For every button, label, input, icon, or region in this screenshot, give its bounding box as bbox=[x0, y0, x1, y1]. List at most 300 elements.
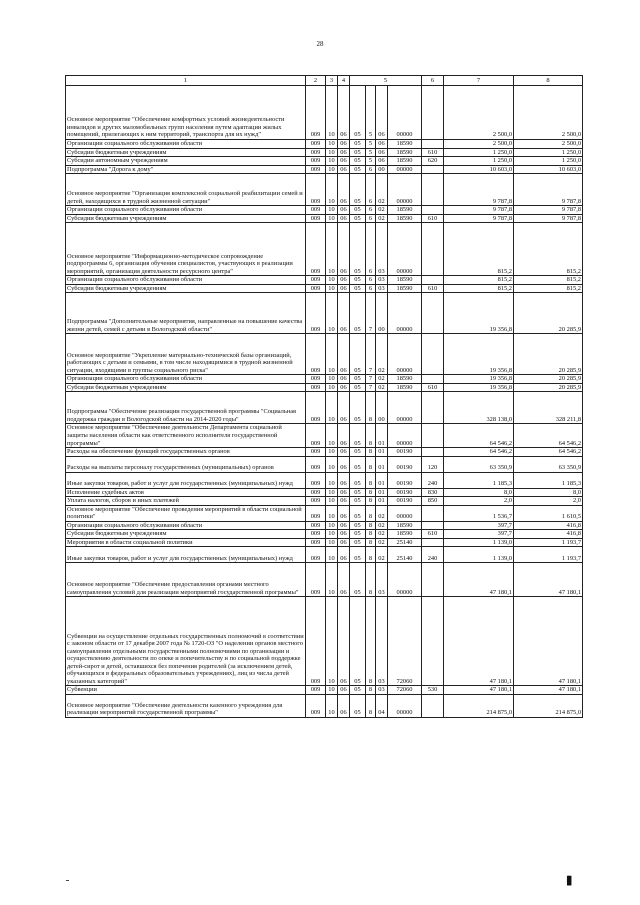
cell-amount-year2: 416,8 bbox=[514, 521, 583, 530]
cell-subprogram: 8 bbox=[366, 448, 376, 457]
cell-subsection: 06 bbox=[338, 538, 350, 547]
cell-ministry: 009 bbox=[306, 456, 326, 472]
cell-subsection: 06 bbox=[338, 214, 350, 223]
cell-subprogram: 8 bbox=[366, 686, 376, 695]
row-name: Подпрограмма "Обеспечение реализации государственной программы "Социальная поддержка граждан в Вологодской области на 2014-2020 годы" bbox=[66, 392, 306, 424]
cell-section: 10 bbox=[326, 505, 338, 521]
page-number: 28 bbox=[316, 40, 324, 48]
cell-expense-type bbox=[422, 86, 444, 140]
cell-amount-year1: 47 180,1 bbox=[444, 686, 514, 695]
cell-expense-type bbox=[422, 392, 444, 424]
cell-amount-year2: 1 610,5 bbox=[514, 505, 583, 521]
cell-expense-type: 850 bbox=[422, 497, 444, 506]
cell-program: 05 bbox=[350, 521, 366, 530]
table-row bbox=[66, 293, 583, 334]
cell-section: 10 bbox=[326, 686, 338, 695]
cell-amount-year1: 1 139,0 bbox=[444, 538, 514, 547]
cell-direction: 00000 bbox=[388, 334, 422, 375]
cell-amount-year1: 815,2 bbox=[444, 276, 514, 285]
cell-section: 10 bbox=[326, 695, 338, 718]
cell-section: 10 bbox=[326, 148, 338, 157]
table-row bbox=[66, 695, 583, 718]
cell-activity: 02 bbox=[376, 505, 388, 521]
cell-direction: 00000 bbox=[388, 223, 422, 276]
table-row bbox=[66, 686, 583, 695]
cell-subprogram: 8 bbox=[366, 695, 376, 718]
cell-program: 05 bbox=[350, 383, 366, 392]
cell-amount-year1: 47 180,1 bbox=[444, 597, 514, 686]
cell-activity: 06 bbox=[376, 86, 388, 140]
cell-expense-type bbox=[422, 563, 444, 597]
cell-amount-year1: 2 500,0 bbox=[444, 140, 514, 149]
cell-ministry: 009 bbox=[306, 392, 326, 424]
cell-activity: 06 bbox=[376, 140, 388, 149]
cell-direction: 18590 bbox=[388, 375, 422, 384]
cell-section: 10 bbox=[326, 223, 338, 276]
cell-program: 05 bbox=[350, 695, 366, 718]
cell-section: 10 bbox=[326, 375, 338, 384]
footer-mark: ▐▌ bbox=[564, 876, 574, 885]
cell-program: 05 bbox=[350, 547, 366, 563]
cell-activity: 06 bbox=[376, 157, 388, 166]
cell-subsection: 06 bbox=[338, 334, 350, 375]
cell-subsection: 06 bbox=[338, 140, 350, 149]
column-header-6: 6 bbox=[422, 76, 444, 86]
cell-amount-year2: 20 285,9 bbox=[514, 334, 583, 375]
cell-subprogram: 7 bbox=[366, 375, 376, 384]
cell-ministry: 009 bbox=[306, 276, 326, 285]
cell-direction: 18590 bbox=[388, 214, 422, 223]
cell-subprogram: 6 bbox=[366, 206, 376, 215]
cell-subprogram: 6 bbox=[366, 165, 376, 174]
cell-subprogram: 7 bbox=[366, 293, 376, 334]
row-name: Основное мероприятие "Организация комплексной социальной реабилитации семей и детей, находящихся в трудной жизненной ситуации" bbox=[66, 174, 306, 206]
cell-subsection: 06 bbox=[338, 505, 350, 521]
cell-amount-year2: 47 180,1 bbox=[514, 597, 583, 686]
cell-ministry: 009 bbox=[306, 157, 326, 166]
cell-expense-type bbox=[422, 174, 444, 206]
cell-subsection: 06 bbox=[338, 547, 350, 563]
cell-program: 05 bbox=[350, 214, 366, 223]
column-header-5: 5 bbox=[350, 76, 422, 86]
table-row bbox=[66, 165, 583, 174]
cell-amount-year2: 214 875,0 bbox=[514, 695, 583, 718]
cell-expense-type: 830 bbox=[422, 488, 444, 497]
footer-dash bbox=[66, 880, 69, 881]
cell-amount-year2: 64 546,2 bbox=[514, 448, 583, 457]
table-row bbox=[66, 148, 583, 157]
cell-program: 05 bbox=[350, 488, 366, 497]
cell-subsection: 06 bbox=[338, 174, 350, 206]
cell-activity: 03 bbox=[376, 223, 388, 276]
cell-amount-year2: 1 250,0 bbox=[514, 148, 583, 157]
cell-activity: 02 bbox=[376, 214, 388, 223]
cell-amount-year1: 1 139,0 bbox=[444, 547, 514, 563]
header-row bbox=[66, 76, 583, 86]
cell-expense-type bbox=[422, 334, 444, 375]
cell-subsection: 06 bbox=[338, 157, 350, 166]
cell-section: 10 bbox=[326, 392, 338, 424]
cell-ministry: 009 bbox=[306, 597, 326, 686]
cell-ministry: 009 bbox=[306, 140, 326, 149]
cell-direction: 00000 bbox=[388, 165, 422, 174]
cell-ministry: 009 bbox=[306, 547, 326, 563]
cell-subprogram: 6 bbox=[366, 214, 376, 223]
cell-amount-year2: 2 500,0 bbox=[514, 140, 583, 149]
cell-activity: 03 bbox=[376, 284, 388, 293]
cell-amount-year2: 1 250,0 bbox=[514, 157, 583, 166]
cell-subprogram: 6 bbox=[366, 284, 376, 293]
cell-section: 10 bbox=[326, 597, 338, 686]
row-name: Субвенции bbox=[66, 686, 306, 695]
cell-expense-type: 610 bbox=[422, 214, 444, 223]
cell-section: 10 bbox=[326, 530, 338, 539]
row-name: Организации социального обслуживания области bbox=[66, 521, 306, 530]
cell-direction: 18590 bbox=[388, 148, 422, 157]
cell-expense-type: 610 bbox=[422, 530, 444, 539]
cell-direction: 00000 bbox=[388, 505, 422, 521]
cell-amount-year2: 416,8 bbox=[514, 530, 583, 539]
cell-program: 05 bbox=[350, 563, 366, 597]
cell-activity: 02 bbox=[376, 521, 388, 530]
cell-section: 10 bbox=[326, 547, 338, 563]
cell-subprogram: 8 bbox=[366, 597, 376, 686]
cell-amount-year1: 1 250,0 bbox=[444, 157, 514, 166]
cell-section: 10 bbox=[326, 488, 338, 497]
cell-ministry: 009 bbox=[306, 695, 326, 718]
cell-amount-year2: 2,0 bbox=[514, 497, 583, 506]
cell-subprogram: 5 bbox=[366, 157, 376, 166]
cell-amount-year2: 10 603,0 bbox=[514, 165, 583, 174]
cell-expense-type bbox=[422, 597, 444, 686]
row-name: Организации социального обслуживания области bbox=[66, 375, 306, 384]
cell-amount-year2: 47 180,1 bbox=[514, 563, 583, 597]
cell-activity: 02 bbox=[376, 375, 388, 384]
cell-direction: 00190 bbox=[388, 488, 422, 497]
cell-expense-type: 610 bbox=[422, 148, 444, 157]
cell-activity: 03 bbox=[376, 276, 388, 285]
cell-amount-year1: 19 356,8 bbox=[444, 334, 514, 375]
cell-section: 10 bbox=[326, 383, 338, 392]
cell-section: 10 bbox=[326, 165, 338, 174]
cell-subprogram: 8 bbox=[366, 392, 376, 424]
cell-amount-year2: 1 193,7 bbox=[514, 547, 583, 563]
cell-amount-year1: 64 546,2 bbox=[444, 424, 514, 448]
cell-program: 05 bbox=[350, 505, 366, 521]
cell-amount-year2: 328 211,8 bbox=[514, 392, 583, 424]
cell-amount-year2: 47 180,1 bbox=[514, 686, 583, 695]
cell-expense-type: 620 bbox=[422, 157, 444, 166]
cell-activity: 02 bbox=[376, 530, 388, 539]
cell-ministry: 009 bbox=[306, 424, 326, 448]
cell-expense-type: 610 bbox=[422, 383, 444, 392]
cell-program: 05 bbox=[350, 293, 366, 334]
cell-section: 10 bbox=[326, 424, 338, 448]
row-name: Подпрограмма "Дополнительные мероприятия, направленные на повышение качества жизни детей, семей с детьми в Вологодской области" bbox=[66, 293, 306, 334]
cell-amount-year2: 20 285,9 bbox=[514, 383, 583, 392]
cell-subsection: 06 bbox=[338, 695, 350, 718]
cell-amount-year2: 815,2 bbox=[514, 276, 583, 285]
cell-activity: 01 bbox=[376, 456, 388, 472]
cell-expense-type bbox=[422, 505, 444, 521]
table-row bbox=[66, 472, 583, 488]
table-row bbox=[66, 456, 583, 472]
cell-ministry: 009 bbox=[306, 530, 326, 539]
cell-section: 10 bbox=[326, 157, 338, 166]
table-row bbox=[66, 284, 583, 293]
cell-activity: 02 bbox=[376, 383, 388, 392]
cell-section: 10 bbox=[326, 472, 338, 488]
row-name: Основное мероприятие "Укрепление материально-технической базы организаций, работающих с детьми и семьями, в том числе находящимися в трудной жизненной ситуации, входящими в группы социального риска" bbox=[66, 334, 306, 375]
cell-subsection: 06 bbox=[338, 456, 350, 472]
cell-expense-type: 530 bbox=[422, 686, 444, 695]
cell-subprogram: 7 bbox=[366, 383, 376, 392]
cell-expense-type bbox=[422, 538, 444, 547]
row-name: Иные закупки товаров, работ и услуг для государственных (муниципальных) нужд bbox=[66, 472, 306, 488]
cell-section: 10 bbox=[326, 448, 338, 457]
cell-program: 05 bbox=[350, 497, 366, 506]
cell-subprogram: 6 bbox=[366, 276, 376, 285]
cell-activity: 02 bbox=[376, 206, 388, 215]
cell-subsection: 06 bbox=[338, 165, 350, 174]
cell-amount-year1: 19 356,8 bbox=[444, 293, 514, 334]
cell-subsection: 06 bbox=[338, 563, 350, 597]
cell-section: 10 bbox=[326, 174, 338, 206]
cell-section: 10 bbox=[326, 521, 338, 530]
cell-program: 05 bbox=[350, 165, 366, 174]
cell-subprogram: 5 bbox=[366, 140, 376, 149]
cell-subprogram: 8 bbox=[366, 472, 376, 488]
cell-subsection: 06 bbox=[338, 383, 350, 392]
cell-program: 05 bbox=[350, 530, 366, 539]
cell-direction: 00000 bbox=[388, 174, 422, 206]
cell-amount-year1: 397,7 bbox=[444, 521, 514, 530]
row-name: Подпрограмма "Дорога к дому" bbox=[66, 165, 306, 174]
cell-section: 10 bbox=[326, 563, 338, 597]
cell-section: 10 bbox=[326, 538, 338, 547]
cell-subprogram: 5 bbox=[366, 86, 376, 140]
cell-direction: 25140 bbox=[388, 547, 422, 563]
cell-amount-year1: 815,2 bbox=[444, 284, 514, 293]
cell-subsection: 06 bbox=[338, 448, 350, 457]
cell-subsection: 06 bbox=[338, 521, 350, 530]
cell-direction: 72060 bbox=[388, 686, 422, 695]
cell-amount-year1: 19 356,8 bbox=[444, 383, 514, 392]
table-row bbox=[66, 174, 583, 206]
cell-amount-year2: 63 350,9 bbox=[514, 456, 583, 472]
cell-ministry: 009 bbox=[306, 383, 326, 392]
cell-expense-type: 240 bbox=[422, 547, 444, 563]
cell-amount-year2: 815,2 bbox=[514, 223, 583, 276]
table-row bbox=[66, 206, 583, 215]
cell-program: 05 bbox=[350, 472, 366, 488]
table-row bbox=[66, 563, 583, 597]
cell-expense-type bbox=[422, 293, 444, 334]
cell-activity: 00 bbox=[376, 293, 388, 334]
table-row bbox=[66, 505, 583, 521]
cell-amount-year1: 9 787,8 bbox=[444, 214, 514, 223]
table-row bbox=[66, 448, 583, 457]
cell-activity: 04 bbox=[376, 695, 388, 718]
cell-activity: 03 bbox=[376, 563, 388, 597]
table-row bbox=[66, 497, 583, 506]
table-row bbox=[66, 276, 583, 285]
table-row bbox=[66, 424, 583, 448]
cell-direction: 72060 bbox=[388, 597, 422, 686]
table-row bbox=[66, 538, 583, 547]
cell-direction: 18590 bbox=[388, 157, 422, 166]
cell-subsection: 06 bbox=[338, 392, 350, 424]
cell-amount-year1: 47 180,1 bbox=[444, 563, 514, 597]
cell-section: 10 bbox=[326, 497, 338, 506]
cell-ministry: 009 bbox=[306, 538, 326, 547]
cell-direction: 00190 bbox=[388, 456, 422, 472]
cell-activity: 02 bbox=[376, 538, 388, 547]
cell-amount-year1: 815,2 bbox=[444, 223, 514, 276]
table-row bbox=[66, 223, 583, 276]
row-name: Основное мероприятие "Обеспечение проведения мероприятий в области социальной политики" bbox=[66, 505, 306, 521]
cell-activity: 01 bbox=[376, 424, 388, 448]
cell-subsection: 06 bbox=[338, 375, 350, 384]
row-name: Организации социального обслуживания области bbox=[66, 140, 306, 149]
cell-subsection: 06 bbox=[338, 530, 350, 539]
cell-program: 05 bbox=[350, 223, 366, 276]
cell-activity: 01 bbox=[376, 472, 388, 488]
cell-expense-type bbox=[422, 140, 444, 149]
column-header-7: 7 bbox=[444, 76, 514, 86]
cell-ministry: 009 bbox=[306, 284, 326, 293]
row-name: Субсидии бюджетным учреждениям bbox=[66, 148, 306, 157]
cell-amount-year1: 2,0 bbox=[444, 497, 514, 506]
column-header-2: 2 bbox=[306, 76, 326, 86]
cell-direction: 00000 bbox=[388, 293, 422, 334]
cell-program: 05 bbox=[350, 424, 366, 448]
cell-direction: 18590 bbox=[388, 383, 422, 392]
cell-direction: 00190 bbox=[388, 497, 422, 506]
table-row bbox=[66, 488, 583, 497]
table-row bbox=[66, 334, 583, 375]
row-name: Иные закупки товаров, работ и услуг для государственных (муниципальных) нужд bbox=[66, 547, 306, 563]
cell-amount-year1: 214 875,0 bbox=[444, 695, 514, 718]
cell-ministry: 009 bbox=[306, 448, 326, 457]
cell-section: 10 bbox=[326, 456, 338, 472]
table-row bbox=[66, 375, 583, 384]
cell-direction: 00000 bbox=[388, 424, 422, 448]
cell-ministry: 009 bbox=[306, 148, 326, 157]
cell-subprogram: 7 bbox=[366, 334, 376, 375]
cell-direction: 18590 bbox=[388, 276, 422, 285]
row-name: Основное мероприятие "Обеспечение комфортных условий жизнедеятельности инвалидов и других маломобильных групп населения путем адаптации жилых помещений, прилегающих к ним территорий, транспорта для их нужд" bbox=[66, 86, 306, 140]
cell-subprogram: 8 bbox=[366, 538, 376, 547]
cell-expense-type bbox=[422, 424, 444, 448]
cell-section: 10 bbox=[326, 140, 338, 149]
cell-amount-year1: 9 787,8 bbox=[444, 206, 514, 215]
cell-program: 05 bbox=[350, 284, 366, 293]
cell-direction: 18590 bbox=[388, 284, 422, 293]
cell-subprogram: 8 bbox=[366, 505, 376, 521]
cell-ministry: 009 bbox=[306, 497, 326, 506]
cell-amount-year1: 328 138,0 bbox=[444, 392, 514, 424]
row-name: Расходы на выплаты персоналу государственных (муниципальных) органов bbox=[66, 456, 306, 472]
row-name: Исполнение судебных актов bbox=[66, 488, 306, 497]
cell-ministry: 009 bbox=[306, 214, 326, 223]
cell-expense-type bbox=[422, 521, 444, 530]
cell-direction: 18590 bbox=[388, 521, 422, 530]
cell-expense-type: 120 bbox=[422, 456, 444, 472]
cell-amount-year2: 815,2 bbox=[514, 284, 583, 293]
row-name: Основное мероприятие "Информационно-методическое сопровождение подпрограммы 6, организация обучения специалистов, участвующих в реализации мероприятий, организация деятельности ресурсного центра" bbox=[66, 223, 306, 276]
cell-activity: 01 bbox=[376, 488, 388, 497]
cell-amount-year2: 64 546,2 bbox=[514, 424, 583, 448]
cell-subprogram: 8 bbox=[366, 530, 376, 539]
cell-subsection: 06 bbox=[338, 223, 350, 276]
cell-subprogram: 6 bbox=[366, 223, 376, 276]
cell-ministry: 009 bbox=[306, 488, 326, 497]
row-name: Основное мероприятие "Обеспечение деятельности Департамента социальной защиты населения области как ответственного исполнителя государственной программы" bbox=[66, 424, 306, 448]
cell-program: 05 bbox=[350, 157, 366, 166]
table-row bbox=[66, 214, 583, 223]
cell-program: 05 bbox=[350, 86, 366, 140]
cell-ministry: 009 bbox=[306, 293, 326, 334]
cell-activity: 02 bbox=[376, 334, 388, 375]
cell-ministry: 009 bbox=[306, 521, 326, 530]
cell-program: 05 bbox=[350, 597, 366, 686]
cell-section: 10 bbox=[326, 86, 338, 140]
cell-amount-year2: 20 285,9 bbox=[514, 375, 583, 384]
cell-program: 05 bbox=[350, 276, 366, 285]
cell-expense-type bbox=[422, 223, 444, 276]
cell-subprogram: 8 bbox=[366, 563, 376, 597]
row-name: Организации социального обслуживания области bbox=[66, 276, 306, 285]
cell-expense-type bbox=[422, 206, 444, 215]
cell-section: 10 bbox=[326, 276, 338, 285]
cell-program: 05 bbox=[350, 538, 366, 547]
cell-direction: 00190 bbox=[388, 472, 422, 488]
cell-activity: 01 bbox=[376, 497, 388, 506]
row-name: Субсидии автономным учреждениям bbox=[66, 157, 306, 166]
cell-direction: 00000 bbox=[388, 86, 422, 140]
cell-amount-year1: 64 546,2 bbox=[444, 448, 514, 457]
cell-activity: 03 bbox=[376, 597, 388, 686]
cell-amount-year1: 397,7 bbox=[444, 530, 514, 539]
cell-ministry: 009 bbox=[306, 563, 326, 597]
cell-direction: 00000 bbox=[388, 392, 422, 424]
cell-subsection: 06 bbox=[338, 86, 350, 140]
table-row bbox=[66, 383, 583, 392]
cell-section: 10 bbox=[326, 284, 338, 293]
cell-expense-type: 610 bbox=[422, 284, 444, 293]
table-row bbox=[66, 157, 583, 166]
cell-subsection: 06 bbox=[338, 472, 350, 488]
table-body bbox=[66, 86, 583, 718]
cell-program: 05 bbox=[350, 148, 366, 157]
cell-amount-year2: 9 787,8 bbox=[514, 214, 583, 223]
cell-subprogram: 8 bbox=[366, 547, 376, 563]
cell-section: 10 bbox=[326, 214, 338, 223]
cell-expense-type bbox=[422, 375, 444, 384]
row-name: Субвенции на осуществление отдельных государственных полномочий в соответствии с законом области от 17 декабря 2007 года № 1720-ОЗ "О наделении органов местного самоуправления отдельными государственными полномочиями по организации и осуществлению деятельности по опеке и попечительству и по социальной поддержке детей-сирот и детей, оставшихся без попечения родителей (за исключением детей, обучающихся в федеральных образовательных учреждениях), лиц из числа детей указанных категорий" bbox=[66, 597, 306, 686]
cell-section: 10 bbox=[326, 206, 338, 215]
cell-subsection: 06 bbox=[338, 497, 350, 506]
cell-amount-year2: 1 193,7 bbox=[514, 538, 583, 547]
column-header-1: 1 bbox=[66, 76, 306, 86]
cell-direction: 18590 bbox=[388, 206, 422, 215]
cell-program: 05 bbox=[350, 334, 366, 375]
cell-subprogram: 8 bbox=[366, 521, 376, 530]
cell-amount-year1: 2 500,0 bbox=[444, 86, 514, 140]
cell-expense-type bbox=[422, 276, 444, 285]
cell-subsection: 06 bbox=[338, 206, 350, 215]
